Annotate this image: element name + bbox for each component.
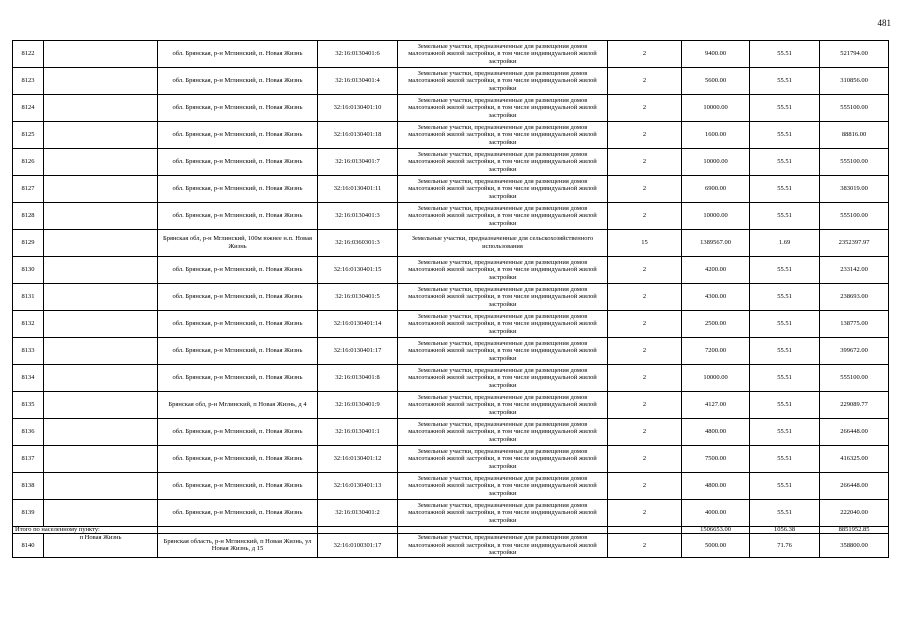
row-purpose: Земельные участки, предназначенные для размещения домов малоэтажной жилой застройки, в том числе индивидуальной жилой застройки bbox=[398, 392, 608, 419]
row-address: обл. Брянская, р-н Мглинский, п. Новая Жизнь bbox=[158, 338, 318, 365]
row-number: 8128 bbox=[13, 203, 44, 230]
row-address: обл. Брянская, р-н Мглинский, п. Новая Жизнь bbox=[158, 446, 318, 473]
table-row bbox=[13, 257, 889, 284]
table-row bbox=[13, 122, 889, 149]
table-row bbox=[13, 500, 889, 527]
row-purpose: Земельные участки, предназначенные для размещения домов малоэтажной жилой застройки, в том числе индивидуальной жилой застройки bbox=[398, 365, 608, 392]
row-address: обл. Брянская, р-н Мглинский, п. Новая Жизнь bbox=[158, 500, 318, 527]
table-row bbox=[13, 392, 889, 419]
row-group: 2 bbox=[608, 257, 682, 284]
row-area: 10000.00 bbox=[682, 203, 750, 230]
row-number: 8136 bbox=[13, 419, 44, 446]
land-register-table bbox=[12, 40, 889, 558]
row-upks: 55.51 bbox=[750, 446, 820, 473]
row-address: обл. Брянская, р-н Мглинский, п. Новая Жизнь bbox=[158, 149, 318, 176]
row-number: 8123 bbox=[13, 68, 44, 95]
row-address: Брянская обл, р-н Мглинский, 100м южнее н.п. Новая Жизнь bbox=[158, 230, 318, 257]
row-group: 2 bbox=[608, 446, 682, 473]
table-row bbox=[13, 311, 889, 338]
row-address: Брянская обл, р-н Мглинский, п Новая Жизнь, д 4 bbox=[158, 392, 318, 419]
row-number: 8133 bbox=[13, 338, 44, 365]
row-cadastral-number: 32:16:0130401:10 bbox=[318, 95, 398, 122]
row-upks: 55.51 bbox=[750, 419, 820, 446]
row-cadastral-number: 32:16:0130401:6 bbox=[318, 41, 398, 68]
row-group: 15 bbox=[608, 230, 682, 257]
row-number: 8140 bbox=[13, 534, 44, 558]
row-address: обл. Брянская, р-н Мглинский, п. Новая Жизнь bbox=[158, 176, 318, 203]
row-number: 8127 bbox=[13, 176, 44, 203]
row-cadastral-value: 266448.00 bbox=[820, 473, 889, 500]
row-purpose: Земельные участки, предназначенные для размещения домов малоэтажной жилой застройки, в том числе индивидуальной жилой застройки bbox=[398, 203, 608, 230]
row-cadastral-number: 32:16:0360301:3 bbox=[318, 230, 398, 257]
row-cadastral-number: 32:16:0130401:1 bbox=[318, 419, 398, 446]
page-number: 481 bbox=[877, 18, 891, 28]
row-cadastral-number: 32:16:0130401:14 bbox=[318, 311, 398, 338]
settlement-name: п Новая Жизнь bbox=[44, 534, 158, 558]
row-number: 8122 bbox=[13, 41, 44, 68]
row-purpose: Земельные участки, предназначенные для размещения домов малоэтажной жилой застройки, в том числе индивидуальной жилой застройки bbox=[398, 338, 608, 365]
row-area: 5000.00 bbox=[682, 534, 750, 558]
row-empty-cell bbox=[44, 311, 158, 338]
row-purpose: Земельные участки, предназначенные для размещения домов малоэтажной жилой застройки, в том числе индивидуальной жилой застройки bbox=[398, 446, 608, 473]
row-purpose: Земельные участки, предназначенные для размещения домов малоэтажной жилой застройки, в том числе индивидуальной жилой застройки bbox=[398, 41, 608, 68]
row-purpose: Земельные участки, предназначенные для размещения домов малоэтажной жилой застройки, в том числе индивидуальной жилой застройки bbox=[398, 176, 608, 203]
row-cadastral-number: 32:16:0130401:11 bbox=[318, 176, 398, 203]
row-purpose: Земельные участки, предназначенные для сельскохозяйственного использования bbox=[398, 230, 608, 257]
row-cadastral-value: 233142.00 bbox=[820, 257, 889, 284]
row-area: 10000.00 bbox=[682, 365, 750, 392]
row-purpose: Земельные участки, предназначенные для размещения домов малоэтажной жилой застройки, в том числе индивидуальной жилой застройки bbox=[398, 284, 608, 311]
row-group: 2 bbox=[608, 95, 682, 122]
table-row bbox=[13, 338, 889, 365]
row-address: обл. Брянская, р-н Мглинский, п. Новая Жизнь bbox=[158, 95, 318, 122]
row-cadastral-value: 555100.00 bbox=[820, 149, 889, 176]
row-cadastral-value: 383019.00 bbox=[820, 176, 889, 203]
row-group: 2 bbox=[608, 365, 682, 392]
row-area: 1600.00 bbox=[682, 122, 750, 149]
row-group: 2 bbox=[608, 284, 682, 311]
row-empty-cell bbox=[44, 230, 158, 257]
row-purpose: Земельные участки, предназначенные для размещения домов малоэтажной жилой застройки, в том числе индивидуальной жилой застройки bbox=[398, 122, 608, 149]
row-cadastral-value: 555100.00 bbox=[820, 365, 889, 392]
table-row bbox=[13, 149, 889, 176]
row-group: 2 bbox=[608, 311, 682, 338]
row-address: обл. Брянская, р-н Мглинский, п. Новая Жизнь bbox=[158, 284, 318, 311]
row-purpose: Земельные участки, предназначенные для размещения домов малоэтажной жилой застройки, в том числе индивидуальной жилой застройки bbox=[398, 534, 608, 558]
total-empty-cell bbox=[608, 527, 682, 534]
row-address: обл. Брянская, р-н Мглинский, п. Новая Жизнь bbox=[158, 311, 318, 338]
total-empty-cell bbox=[318, 527, 398, 534]
row-address: обл. Брянская, р-н Мглинский, п. Новая Жизнь bbox=[158, 257, 318, 284]
row-empty-cell bbox=[44, 122, 158, 149]
total-empty-cell bbox=[158, 527, 318, 534]
row-cadastral-value: 266448.00 bbox=[820, 419, 889, 446]
row-empty-cell bbox=[44, 338, 158, 365]
table-row bbox=[13, 41, 889, 68]
row-area: 7200.00 bbox=[682, 338, 750, 365]
row-upks: 55.51 bbox=[750, 338, 820, 365]
row-number: 8130 bbox=[13, 257, 44, 284]
row-purpose: Земельные участки, предназначенные для размещения домов малоэтажной жилой застройки, в том числе индивидуальной жилой застройки bbox=[398, 500, 608, 527]
row-area: 7500.00 bbox=[682, 446, 750, 473]
row-group: 2 bbox=[608, 68, 682, 95]
row-group: 2 bbox=[608, 176, 682, 203]
row-cadastral-number: 32:16:0100301:17 bbox=[318, 534, 398, 558]
row-number: 8125 bbox=[13, 122, 44, 149]
row-purpose: Земельные участки, предназначенные для размещения домов малоэтажной жилой застройки, в том числе индивидуальной жилой застройки bbox=[398, 311, 608, 338]
row-cadastral-value: 229089.77 bbox=[820, 392, 889, 419]
row-cadastral-number: 32:16:0130401:9 bbox=[318, 392, 398, 419]
row-group: 2 bbox=[608, 338, 682, 365]
row-cadastral-number: 32:16:0130401:5 bbox=[318, 284, 398, 311]
row-upks: 71.76 bbox=[750, 534, 820, 558]
row-empty-cell bbox=[44, 446, 158, 473]
settlement-total-section bbox=[13, 527, 889, 558]
row-cadastral-value: 358800.00 bbox=[820, 534, 889, 558]
row-address: обл. Брянская, р-н Мглинский, п. Новая Жизнь bbox=[158, 203, 318, 230]
row-group: 2 bbox=[608, 203, 682, 230]
table-row bbox=[13, 284, 889, 311]
row-upks: 55.51 bbox=[750, 311, 820, 338]
row-cadastral-value: 138775.00 bbox=[820, 311, 889, 338]
row-empty-cell bbox=[44, 149, 158, 176]
row-address: обл. Брянская, р-н Мглинский, п. Новая Жизнь bbox=[158, 41, 318, 68]
row-empty-cell bbox=[44, 365, 158, 392]
row-cadastral-number: 32:16:0130401:7 bbox=[318, 149, 398, 176]
settlement-total-row bbox=[13, 527, 889, 534]
table-row bbox=[13, 473, 889, 500]
row-number: 8139 bbox=[13, 500, 44, 527]
row-area: 4300.00 bbox=[682, 284, 750, 311]
row-area: 4800.00 bbox=[682, 473, 750, 500]
row-area: 1389567.00 bbox=[682, 230, 750, 257]
row-address: обл. Брянская, р-н Мглинский, п. Новая Жизнь bbox=[158, 419, 318, 446]
row-purpose: Земельные участки, предназначенные для размещения домов малоэтажной жилой застройки, в том числе индивидуальной жилой застройки bbox=[398, 95, 608, 122]
table-row bbox=[13, 446, 889, 473]
row-empty-cell bbox=[44, 41, 158, 68]
row-cadastral-number: 32:16:0130401:4 bbox=[318, 68, 398, 95]
row-address: обл. Брянская, р-н Мглинский, п. Новая Жизнь bbox=[158, 68, 318, 95]
row-area: 6900.00 bbox=[682, 176, 750, 203]
row-address: Брянская область, р-н Мглинский, п Новая Жизнь, ул Новая Жизнь, д 15 bbox=[158, 534, 318, 558]
row-group: 2 bbox=[608, 41, 682, 68]
row-cadastral-value: 222040.00 bbox=[820, 500, 889, 527]
row-cadastral-value: 238693.00 bbox=[820, 284, 889, 311]
row-cadastral-number: 32:16:0130401:8 bbox=[318, 365, 398, 392]
row-group: 2 bbox=[608, 473, 682, 500]
row-cadastral-number: 32:16:0130401:15 bbox=[318, 257, 398, 284]
row-area: 10000.00 bbox=[682, 149, 750, 176]
row-upks: 55.51 bbox=[750, 176, 820, 203]
row-address: обл. Брянская, р-н Мглинский, п. Новая Жизнь bbox=[158, 122, 318, 149]
row-number: 8131 bbox=[13, 284, 44, 311]
row-area: 4800.00 bbox=[682, 419, 750, 446]
row-empty-cell bbox=[44, 203, 158, 230]
table-row bbox=[13, 95, 889, 122]
row-area: 4000.00 bbox=[682, 500, 750, 527]
row-upks: 55.51 bbox=[750, 122, 820, 149]
row-number: 8137 bbox=[13, 446, 44, 473]
row-empty-cell bbox=[44, 95, 158, 122]
row-upks: 55.51 bbox=[750, 68, 820, 95]
row-purpose: Земельные участки, предназначенные для размещения домов малоэтажной жилой застройки, в том числе индивидуальной жилой застройки bbox=[398, 257, 608, 284]
total-area: 1506653.00 bbox=[682, 527, 750, 534]
table-body bbox=[13, 41, 889, 527]
row-upks: 55.51 bbox=[750, 500, 820, 527]
row-number: 8129 bbox=[13, 230, 44, 257]
row-area: 5600.00 bbox=[682, 68, 750, 95]
row-address: обл. Брянская, р-н Мглинский, п. Новая Жизнь bbox=[158, 473, 318, 500]
row-cadastral-value: 521794.00 bbox=[820, 41, 889, 68]
row-purpose: Земельные участки, предназначенные для размещения домов малоэтажной жилой застройки, в том числе индивидуальной жилой застройки bbox=[398, 419, 608, 446]
row-upks: 55.51 bbox=[750, 284, 820, 311]
row-number: 8134 bbox=[13, 365, 44, 392]
row-group: 2 bbox=[608, 122, 682, 149]
row-upks: 55.51 bbox=[750, 41, 820, 68]
row-empty-cell bbox=[44, 500, 158, 527]
row-purpose: Земельные участки, предназначенные для размещения домов малоэтажной жилой застройки, в том числе индивидуальной жилой застройки bbox=[398, 68, 608, 95]
row-empty-cell bbox=[44, 473, 158, 500]
row-purpose: Земельные участки, предназначенные для размещения домов малоэтажной жилой застройки, в том числе индивидуальной жилой застройки bbox=[398, 473, 608, 500]
row-area: 9400.00 bbox=[682, 41, 750, 68]
row-area: 10000.00 bbox=[682, 95, 750, 122]
row-upks: 55.51 bbox=[750, 257, 820, 284]
row-cadastral-number: 32:16:0130401:18 bbox=[318, 122, 398, 149]
row-cadastral-number: 32:16:0130401:2 bbox=[318, 500, 398, 527]
row-group: 2 bbox=[608, 500, 682, 527]
row-upks: 55.51 bbox=[750, 473, 820, 500]
row-empty-cell bbox=[44, 176, 158, 203]
row-upks: 55.51 bbox=[750, 203, 820, 230]
row-upks: 55.51 bbox=[750, 392, 820, 419]
row-cadastral-number: 32:16:0130401:13 bbox=[318, 473, 398, 500]
row-cadastral-value: 310856.00 bbox=[820, 68, 889, 95]
row-number: 8124 bbox=[13, 95, 44, 122]
total-upks: 1056.38 bbox=[750, 527, 820, 534]
row-empty-cell bbox=[44, 284, 158, 311]
row-cadastral-value: 555100.00 bbox=[820, 203, 889, 230]
row-area: 4200.00 bbox=[682, 257, 750, 284]
row-cadastral-value: 555100.00 bbox=[820, 95, 889, 122]
row-area: 2500.00 bbox=[682, 311, 750, 338]
row-empty-cell bbox=[44, 257, 158, 284]
total-label: Итого по населенному пункту: bbox=[13, 527, 158, 534]
row-address: обл. Брянская, р-н Мглинский, п. Новая Жизнь bbox=[158, 365, 318, 392]
row-group: 2 bbox=[608, 419, 682, 446]
row-number: 8132 bbox=[13, 311, 44, 338]
row-upks: 55.51 bbox=[750, 149, 820, 176]
table-row bbox=[13, 68, 889, 95]
row-cadastral-value: 399672.00 bbox=[820, 338, 889, 365]
total-empty-cell bbox=[398, 527, 608, 534]
row-number: 8138 bbox=[13, 473, 44, 500]
table-row bbox=[13, 203, 889, 230]
row-cadastral-value: 88816.00 bbox=[820, 122, 889, 149]
row-empty-cell bbox=[44, 419, 158, 446]
table-row bbox=[13, 176, 889, 203]
table-row bbox=[13, 365, 889, 392]
row-cadastral-value: 2352397.97 bbox=[820, 230, 889, 257]
row-cadastral-number: 32:16:0130401:3 bbox=[318, 203, 398, 230]
row-group: 2 bbox=[608, 392, 682, 419]
table-row bbox=[13, 534, 889, 558]
total-value: 8851952.85 bbox=[820, 527, 889, 534]
row-upks: 1.69 bbox=[750, 230, 820, 257]
table-row bbox=[13, 230, 889, 257]
row-group: 2 bbox=[608, 534, 682, 558]
row-cadastral-number: 32:16:0130401:12 bbox=[318, 446, 398, 473]
row-empty-cell bbox=[44, 68, 158, 95]
row-empty-cell bbox=[44, 392, 158, 419]
row-cadastral-value: 416325.00 bbox=[820, 446, 889, 473]
row-purpose: Земельные участки, предназначенные для размещения домов малоэтажной жилой застройки, в том числе индивидуальной жилой застройки bbox=[398, 149, 608, 176]
row-area: 4127.00 bbox=[682, 392, 750, 419]
row-upks: 55.51 bbox=[750, 365, 820, 392]
table-row bbox=[13, 419, 889, 446]
row-group: 2 bbox=[608, 149, 682, 176]
row-cadastral-number: 32:16:0130401:17 bbox=[318, 338, 398, 365]
row-number: 8126 bbox=[13, 149, 44, 176]
row-upks: 55.51 bbox=[750, 95, 820, 122]
row-number: 8135 bbox=[13, 392, 44, 419]
